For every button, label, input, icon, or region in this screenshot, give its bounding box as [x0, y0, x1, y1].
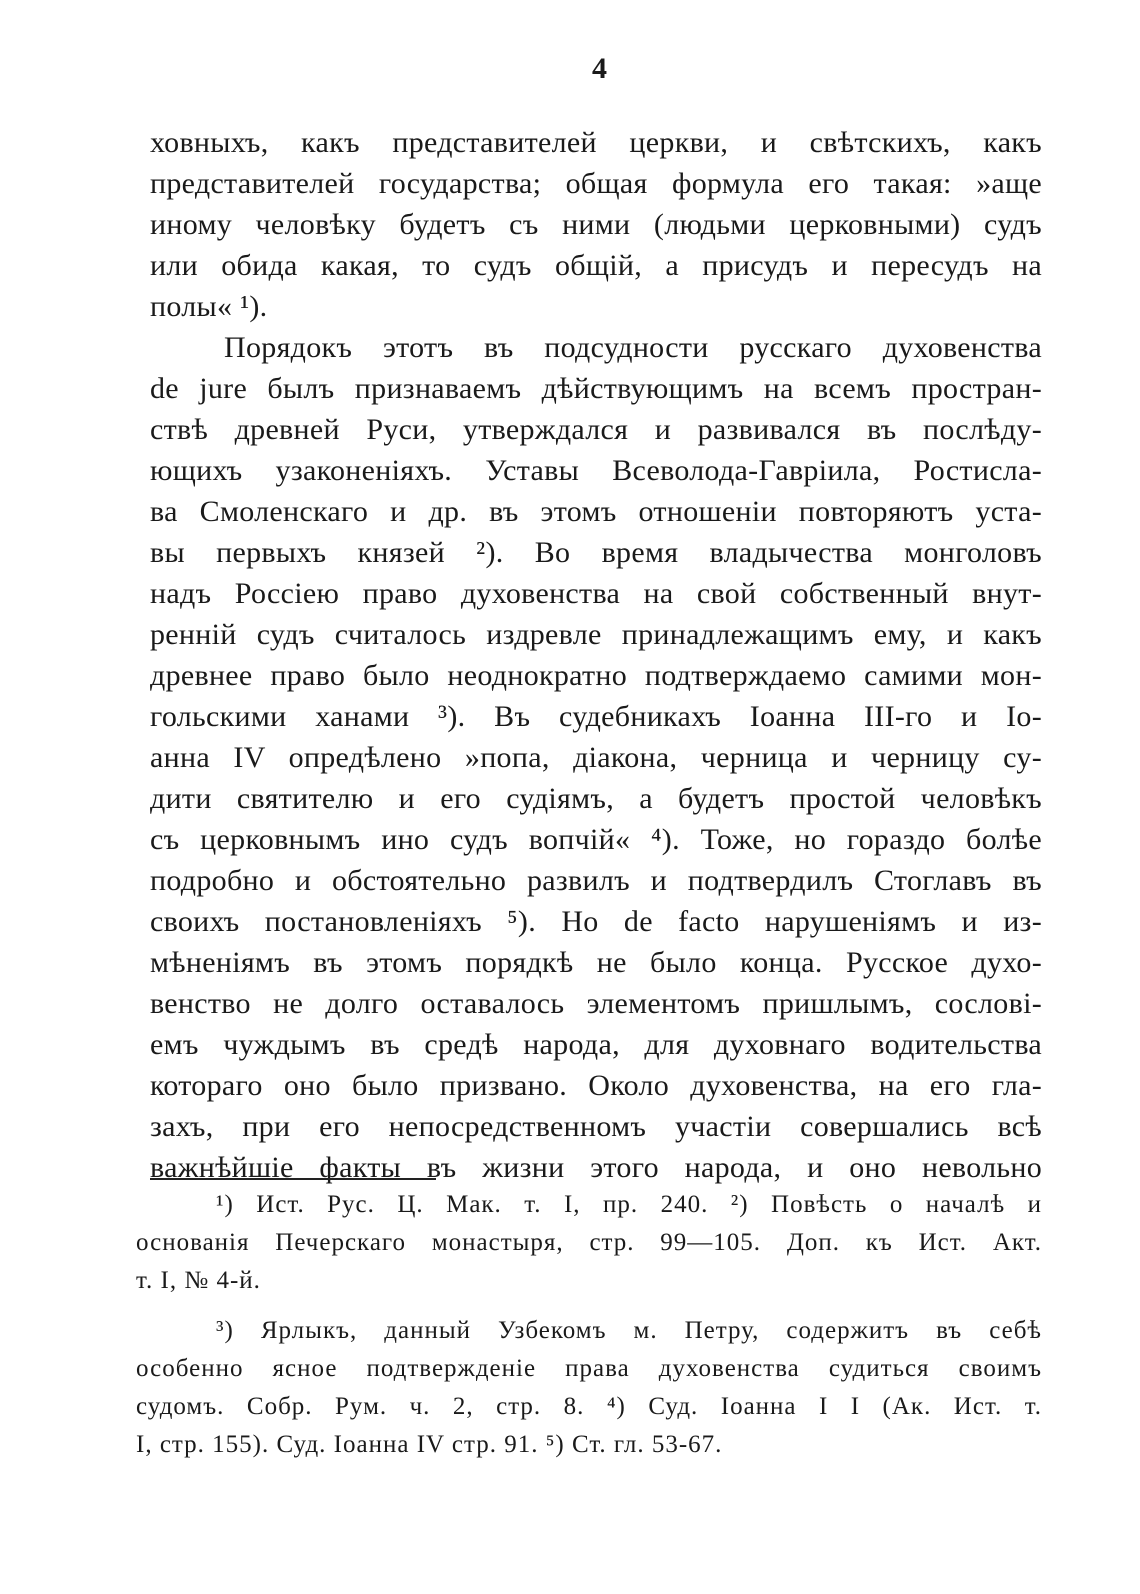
body-line: подробно и обстоятельно развилъ и подтвердилъ Стоглавъ въ [150, 864, 1042, 897]
body-line: de jure былъ признаваемъ дѣйствующимъ на всемъ простран- [150, 372, 1042, 405]
body-line: представителей государства; общая формула его такая: »аще [150, 167, 1042, 200]
body-text [150, 122, 1042, 1188]
footnote-line: особенно ясное подтвержденіе права духовенства судиться своимъ [136, 1355, 1042, 1382]
page-number: 4 [592, 52, 608, 85]
footnote-line: I, стр. 155). Суд. Іоанна IV стр. 91. ⁵) Ст. гл. 53-67. [136, 1431, 723, 1458]
body-line: емъ чуждымъ въ средѣ народа, для духовнаго водительства [150, 1028, 1042, 1061]
body-line: захъ, при его непосредственномъ участіи совершались всѣ [150, 1110, 1042, 1143]
body-line: ющихъ узаконеніяхъ. Уставы Всеволода-Гавріила, Ростисла- [150, 454, 1042, 487]
body-line: древнее право было неоднократно подтверждаемо самими мон- [150, 659, 1042, 692]
footnote-gap [136, 1300, 1042, 1312]
footnote-line: ³) Ярлыкъ, данный Узбекомъ м. Петру, содержитъ въ себѣ [216, 1317, 1042, 1344]
body-line: ховныхъ, какъ представителей церкви, и свѣтскихъ, какъ [150, 126, 1042, 159]
body-line: ствѣ древней Руси, утверждался и развивался въ послѣду- [150, 413, 1042, 446]
body-line: ва Смоленскаго и др. въ этомъ отношеніи повторяютъ уста- [150, 495, 1042, 528]
body-line: своихъ постановленіяхъ ⁵). Но de facto нарушеніямъ и из- [150, 905, 1042, 938]
body-line: съ церковнымъ ино судъ вопчій« ⁴). Тоже, но гораздо болѣе [150, 823, 1042, 856]
body-line: гольскими ханами ³). Въ судебникахъ Іоанна III-го и Іо- [150, 700, 1042, 733]
body-line: иному человѣку будетъ съ ними (людьми церковными) судъ [150, 208, 1042, 241]
footnotes [136, 1186, 1042, 1464]
body-line: котораго оно было призвано. Около духовенства, на его гла- [150, 1069, 1042, 1102]
body-line: венство не долго оставалось элементомъ пришлымъ, сослові- [150, 987, 1042, 1020]
footnote-line: судомъ. Собр. Рум. ч. 2, стр. 8. ⁴) Суд. Іоанна I I (Ак. Ист. т. [136, 1393, 1042, 1420]
body-line: или обида какая, то судъ общій, а присудъ и пересудъ на [150, 249, 1042, 282]
body-line: полы« ¹). [150, 290, 268, 323]
body-line: Порядокъ этотъ въ подсудности русскаго духовенства [224, 331, 1042, 364]
body-line: надъ Россіею право духовенства на свой собственный внут- [150, 577, 1042, 610]
footnote-line: т. I, № 4-й. [136, 1267, 261, 1294]
body-line: анна IV опредѣлено »попа, діакона, черница и черницу су- [150, 741, 1042, 774]
body-line: важнѣйшіе факты въ жизни этого народа, и оно невольно [150, 1151, 1042, 1184]
footnote-divider [150, 1178, 436, 1180]
body-line: дити святителю и его судіямъ, а будетъ простой человѣкъ [150, 782, 1042, 815]
body-line: ренній судъ считалось издревле принадлежащимъ ему, и какъ [150, 618, 1042, 651]
body-line: вы первыхъ князей ²). Во время владычества монголовъ [150, 536, 1042, 569]
body-line: мѣненіямъ въ этомъ порядкѣ не было конца. Русское духо- [150, 946, 1042, 979]
footnote-line: ¹) Ист. Рус. Ц. Мак. т. I, пр. 240. ²) Повѣсть о началѣ и [216, 1191, 1042, 1218]
footnote-line: основанія Печерскаго монастыря, стр. 99—105. Доп. къ Ист. Акт. [136, 1229, 1042, 1256]
